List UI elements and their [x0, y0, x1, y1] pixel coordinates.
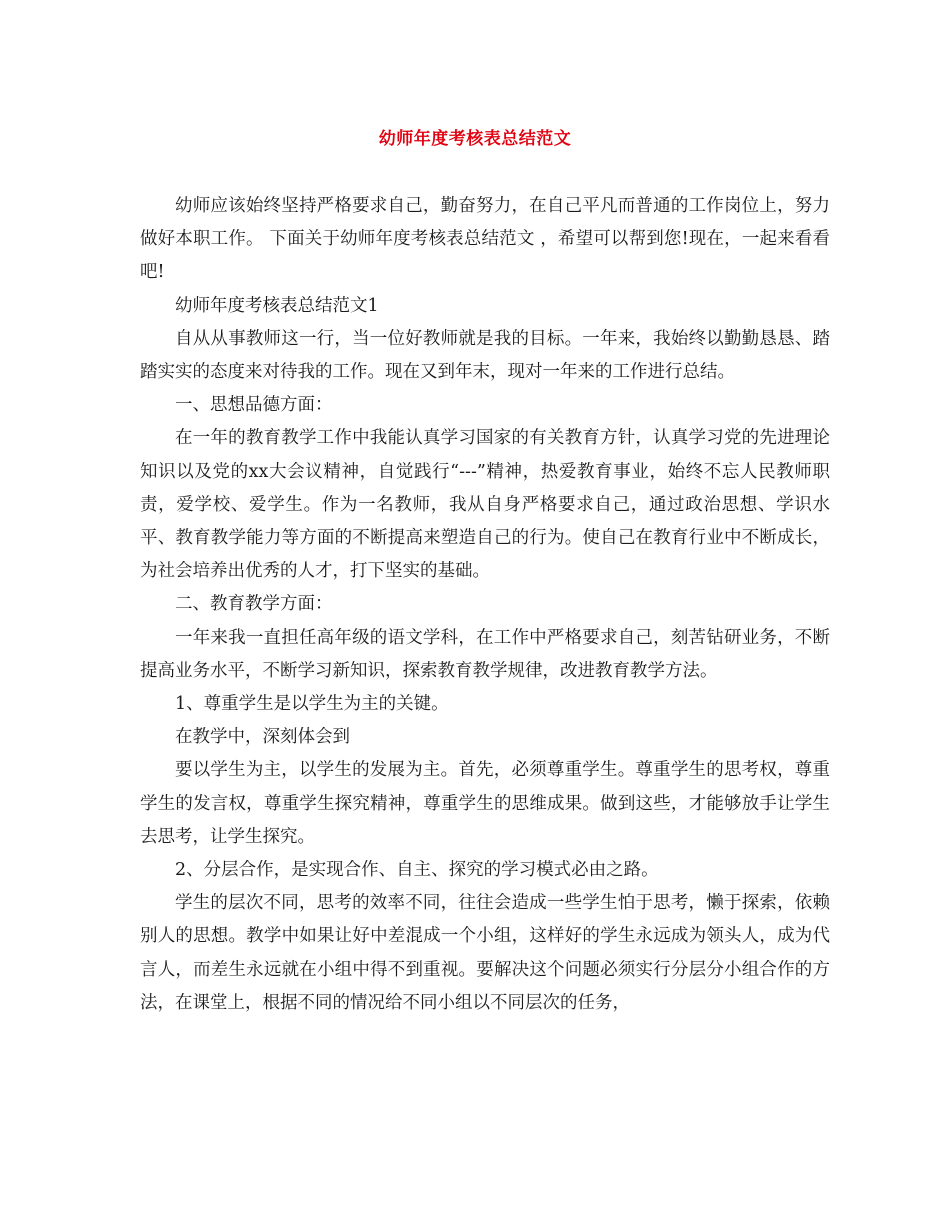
paragraph: 学生的层次不同，思考的效率不同，往往会造成一些学生怕于思考，懒于探索，依赖别人的思想。教学中如果让好中差混成一个小组，这样好的学生永远成为领头人，成为代言人，而差生永远就在小组中得不到重视。要解决这个问题必须实行分层分小组合作的方法，在课堂上，根据不同的情况给不同小组以不同层次的任务，	[140, 893, 830, 1013]
subheading-cooperation: 2、分层合作，是实现合作、自主、探究的学习模式必由之路。	[175, 860, 659, 881]
paragraph-intro: 幼师应该始终坚持严格要求自己，勤奋努力，在自己平凡而普通的工作岗位上，努力做好本职工作。 下面关于幼师年度考核表总结范文 ，希望可以帮到您!现在，一起来看看吧!	[140, 196, 830, 283]
paragraph: 自从从事教师这一行，当一位好教师就是我的目标。一年来，我始终以勤勤恳恳、踏踏实实的态度来对待我的工作。现在又到年末，现对一年来的工作进行总结。	[140, 328, 830, 383]
document-body	[140, 190, 830, 1020]
section-heading-teaching: 二、教育教学方面：	[175, 594, 333, 615]
paragraph: 在教学中，深刻体会到	[175, 727, 350, 748]
subheading-respect: 1、尊重学生是以学生为主的关键。	[175, 694, 449, 715]
paragraph: 要以学生为主，以学生的发展为主。首先，必须尊重学生。尊重学生的思考权，尊重学生的发言权，尊重学生探究精神，尊重学生的思维成果。做到这些，才能够放手让学生去思考，让学生探究。	[140, 760, 830, 847]
paragraph-heading-1: 幼师年度考核表总结范文1	[175, 295, 379, 316]
section-heading-ideology: 一、思想品德方面：	[175, 395, 333, 416]
document-title: 幼师年度考核表总结范文	[378, 129, 572, 149]
paragraph: 一年来我一直担任高年级的语文学科，在工作中严格要求自己，刻苦钻研业务，不断提高业务水平，不断学习新知识，探索教育教学规律，改进教育教学方法。	[140, 627, 830, 681]
paragraph: 在一年的教育教学工作中我能认真学习国家的有关教育方针，认真学习党的先进理论知识以及党的xx大会议精神，自觉践行“---”精神，热爱教育事业，始终不忘人民教师职责，爱学校、爱学生。作为一名教师，我从自身严格要求自己，通过政治思想、学识水平、教育教学能力等方面的不断提高来塑造自己的行为。使自己在教育行业中不断成长，为社会培养出优秀的人才，打下坚实的基础。	[140, 428, 830, 582]
